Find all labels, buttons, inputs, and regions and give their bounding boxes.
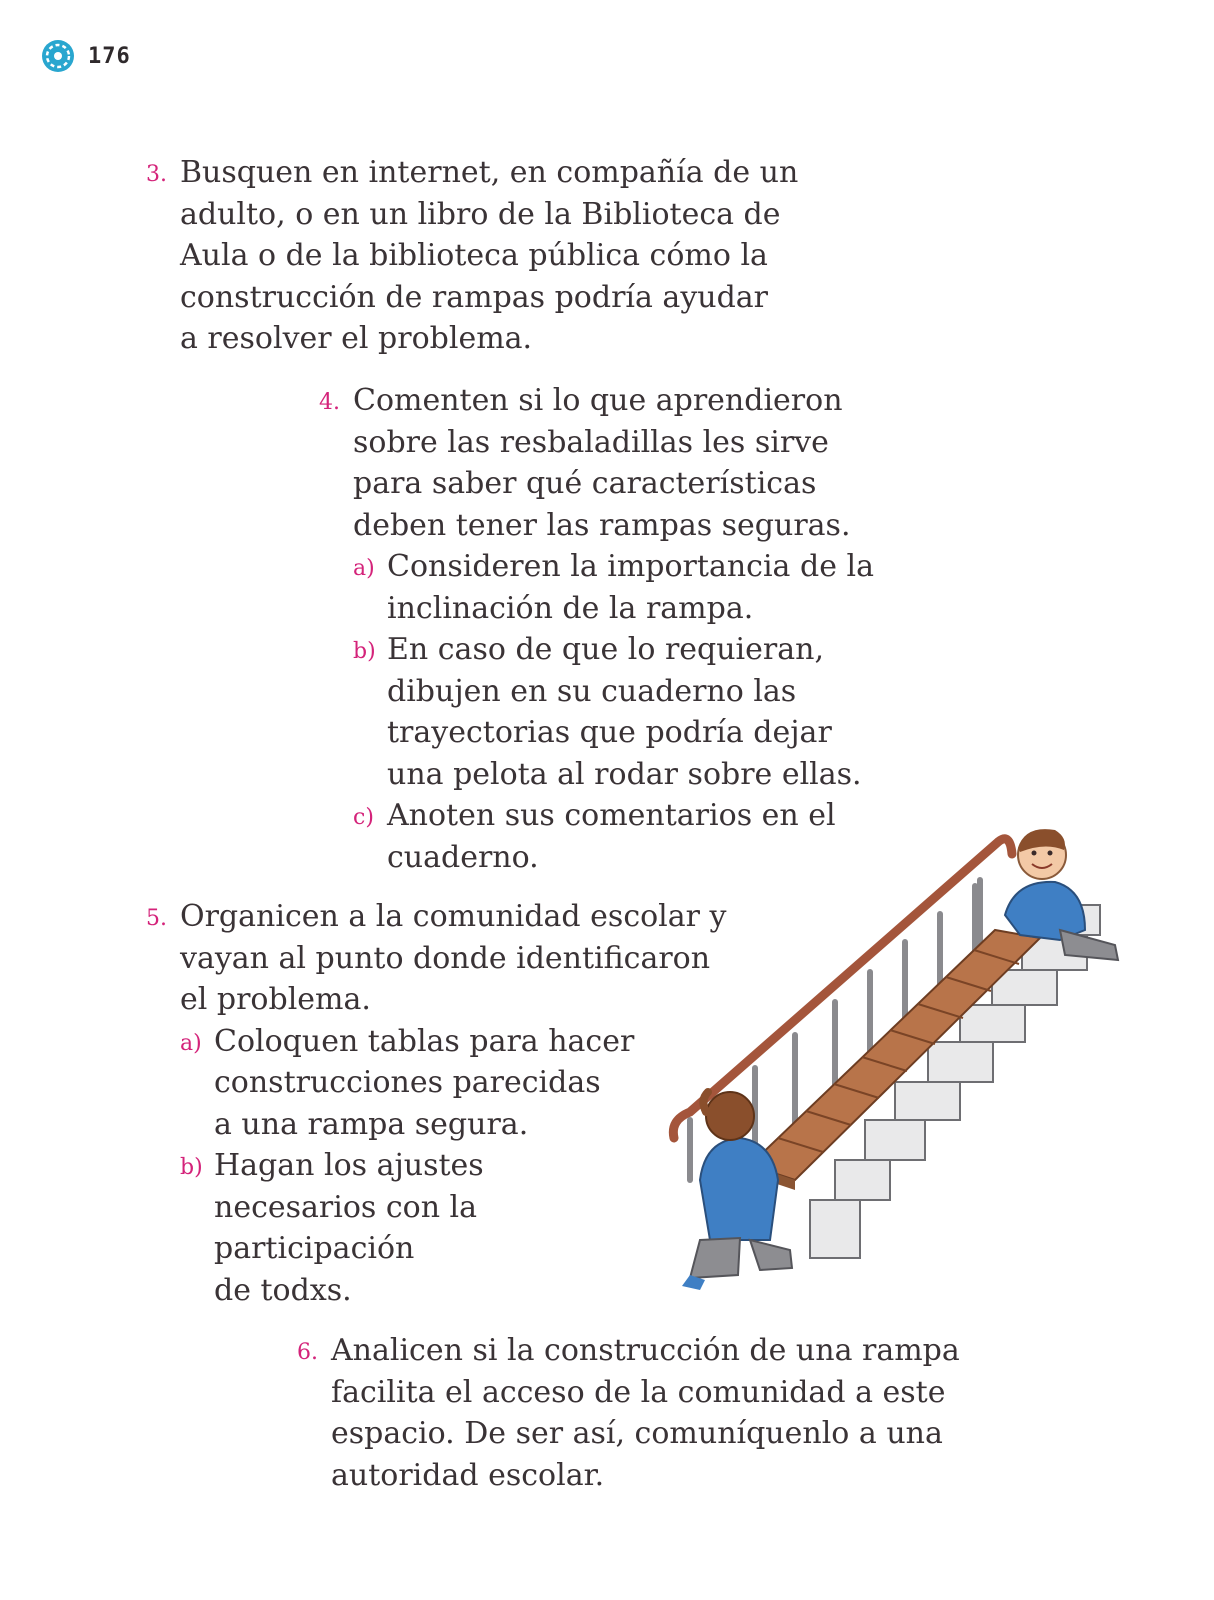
subitem-text-line: trayectorias que podría dejar [387,715,832,750]
subitem-a [180,1021,727,1146]
item-text-line: Organicen a la comunidad escolar y [180,899,727,934]
item-number: 5. [146,906,167,931]
subitem-text-line: Coloquen tablas para hacer [214,1023,635,1059]
subitem-text-line: Hagan los ajustes [214,1148,484,1183]
item-text-line: deben tener las rampas seguras. [353,507,851,543]
subitem-text-line: cuaderno. [387,839,539,875]
item-text-line: sobre las resbaladillas les sirve [353,424,829,460]
item-text-line: facilita el acceso de la comunidad a este [331,1374,946,1410]
activity-item-4 [319,380,874,878]
subitem-letter: b) [180,1155,203,1180]
subitem-text-line: una pelota al rodar sobre ellas. [387,756,862,792]
item-text-line: vayan al punto donde identificaron [180,940,711,976]
subitem-b [180,1145,727,1311]
child-bottom-figure [682,1092,792,1290]
item-number: 6. [297,1340,318,1365]
subitem-text-line: En caso de que lo requieran, [387,632,824,667]
item-text-line: espacio. De ser así, comuníquenlo a una [331,1416,943,1451]
activity-item-5 [146,896,727,1311]
subitem-letter: b) [353,639,376,664]
subitem-letter: c) [353,805,374,830]
item-text-line: Aula o de la biblioteca pública cómo la [180,238,768,273]
stairs-ramp-children-illustration [660,820,1140,1290]
item-number: 3. [146,162,167,187]
item-text-line: Comenten si lo que aprendieron [353,383,843,418]
subitem-text-line: inclinación de la rampa. [387,590,754,626]
item-text-line: el problema. [180,982,371,1017]
subitem-text-line: dibujen en su cuaderno las [387,673,797,709]
item-text-line: Analicen si la construcción de una rampa [331,1333,960,1368]
subitem-text-line: a una rampa segura. [214,1106,529,1142]
subitem-text-line: necesarios con la [214,1189,478,1225]
item-number: 4. [319,390,340,415]
page-header [40,38,131,74]
subitem-letter: a) [353,556,375,581]
subitem-b [353,629,874,795]
subitem-a [353,546,874,629]
subitem-text-line: participación [214,1231,415,1266]
item-text-line: a resolver el problema. [180,321,533,356]
subitem-text-line: Consideren la importancia de la [387,549,874,584]
item-text-line: para saber qué características [353,466,817,501]
item-text-line: adulto, o en un libro de la Biblioteca de [180,196,781,232]
item-text-line: Busquen en internet, en compañía de un [180,155,799,190]
subitem-text-line: construcciones parecidas [214,1065,601,1100]
subitem-text-line: Anoten sus comentarios en el [387,798,836,833]
subitem-text-line: de todxs. [214,1272,352,1308]
activity-item-3 [146,152,798,360]
item-text-line: autoridad escolar. [331,1457,605,1493]
subitem-letter: a) [180,1030,202,1056]
activity-item-6 [297,1330,960,1496]
page-number: 176 [88,43,131,69]
item-text-line: construcción de rampas podría ayudar [180,279,769,315]
sun-badge-icon [40,38,76,74]
